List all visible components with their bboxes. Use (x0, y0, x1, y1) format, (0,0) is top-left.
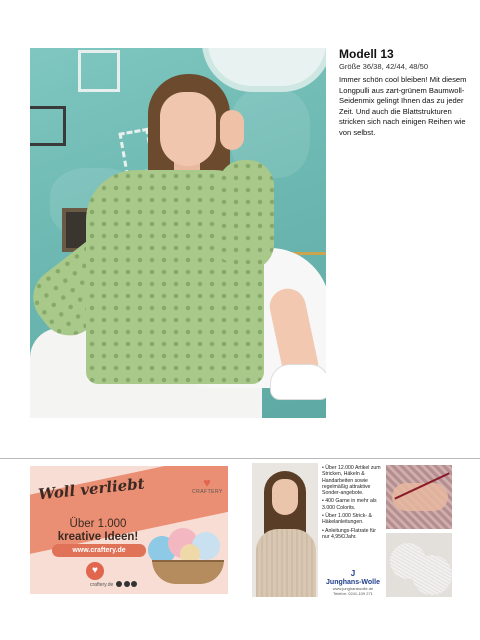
wollverliebt-logo: Woll verliebt (37, 474, 146, 504)
craftery-url-link[interactable]: www.craftery.de (52, 544, 146, 557)
section-divider (0, 458, 480, 459)
craftery-site[interactable]: craftery.de (90, 582, 114, 588)
feature-list (322, 465, 384, 542)
heart-icon: ♥ (203, 475, 211, 490)
craftery-logo (192, 476, 222, 495)
feature-item: • Über 12.000 Artikel zum Stricken, Häkeln & Handarbeiten sowie regelmäßig attraktive Sonder-angebote. (322, 465, 384, 496)
facebook-icon[interactable] (116, 581, 122, 587)
craftery-heart-icon: ♥ (86, 562, 104, 580)
feature-item: • Über 1.000 Strick- & Häkelanleitungen. (322, 513, 384, 526)
craftery-footer (72, 562, 142, 592)
junghans-web[interactable]: www.junghanswolle.de (332, 586, 374, 591)
fashion-photo (30, 48, 326, 418)
craftery-logo-text: CRAFTERY (192, 489, 223, 495)
wall-sconce (30, 106, 66, 146)
knitted-top (256, 529, 316, 597)
model-description: Immer schön cool bleiben! Mit diesem Longpulli aus zart-grünem Baumwoll-Seidenmix gelingt Ihnen das zu jeder Zeit. Und auch die Blattstrukturen stricken sich nach einigen Reihen wie von selbst. (339, 75, 467, 137)
model-sizes: Größe 36/38, 42/44, 48/50 (339, 62, 429, 71)
feature-item: • 400 Garne in mehr als 3.000 Colorits. (322, 498, 384, 511)
yarn-basket (148, 526, 224, 586)
feature-item: • Anleitungs-Flatrate für nur 4,95€/Jahr. (322, 528, 384, 541)
junghans-logo-mark: J (350, 569, 356, 578)
model-title: Modell 13 (339, 47, 394, 61)
model-photo-small (252, 463, 318, 597)
knitting-hands-photo (386, 465, 452, 529)
youtube-icon[interactable] (124, 581, 130, 587)
junghans-brand: Junghans-Wolle (326, 579, 380, 586)
ad-headline-line1: Über 1.000 (69, 518, 127, 530)
sweater-right-sleeve (218, 160, 274, 270)
round-mirror (202, 48, 326, 92)
yarn-ball (412, 555, 452, 595)
junghans-ad[interactable] (252, 463, 452, 597)
social-icons (116, 581, 137, 589)
yarn-balls-photo (386, 533, 452, 597)
junghans-phone: Telefon: 0241-109 271 (333, 591, 373, 596)
instagram-icon[interactable] (131, 581, 137, 587)
ad-headline (48, 518, 148, 544)
craftery-ad[interactable] (30, 466, 228, 594)
model-face (272, 479, 298, 515)
ad-headline-line2: kreative Ideen! (57, 531, 139, 543)
junghans-logo (322, 569, 384, 596)
model-face (160, 92, 216, 166)
basket-bowl (152, 560, 224, 584)
white-sneaker (270, 364, 326, 400)
model-hand (220, 110, 244, 150)
wall-frame (78, 50, 120, 92)
